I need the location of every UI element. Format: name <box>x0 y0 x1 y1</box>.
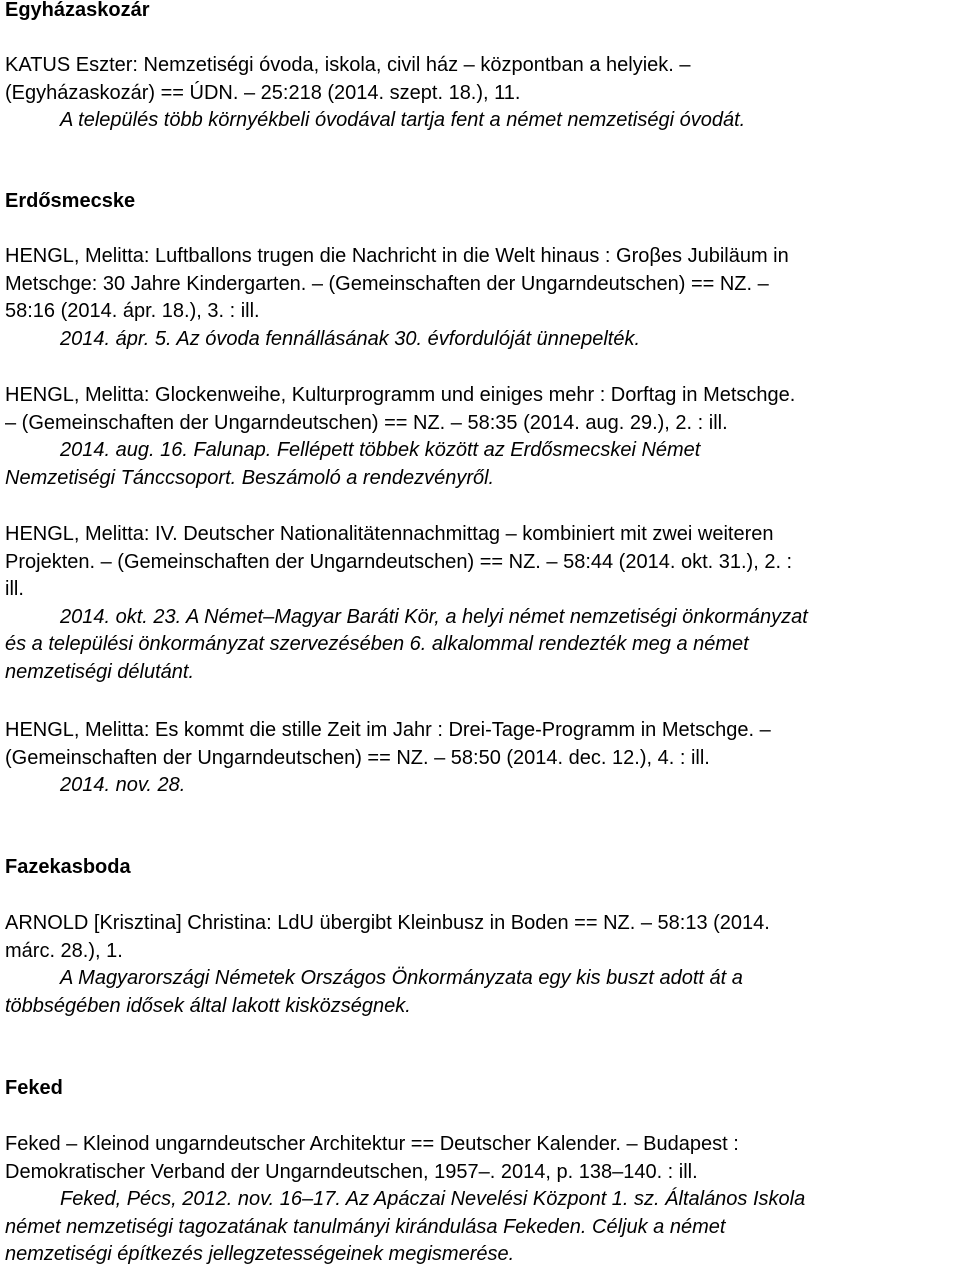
citation-line: Demokratischer Verband der Ungarndeutschen, 1957–. 2014, p. 138–140. : ill. <box>5 1160 698 1183</box>
citation-line: HENGL, Melitta: Es kommt die stille Zeit im Jahr : Drei-Tage-Programm in Metschge. – <box>5 719 771 741</box>
entry <box>5 521 960 687</box>
abstract-line: 2014. nov. 28. <box>60 774 186 797</box>
citation-line: ill. <box>5 578 24 601</box>
section-fazekasboda <box>5 854 960 882</box>
abstract-line: A Magyarországi Németek Országos Önkormányzata egy kis buszt adott át a <box>60 967 743 990</box>
entry <box>5 717 960 800</box>
citation-line: Metschge: 30 Jahre Kindergarten. – (Gemeinschaften der Ungarndeutschen) == NZ. – <box>5 272 769 295</box>
citation-line: KATUS Eszter: Nemzetiségi óvoda, iskola, civil ház – központban a helyiek. – <box>5 54 691 76</box>
section-title: Egyházaskozár <box>5 0 150 21</box>
section-egyhazaskozar <box>5 0 960 25</box>
citation-line: – (Gemeinschaften der Ungarndeutschen) == NZ. – 58:35 (2014. aug. 29.), 2. : ill. <box>5 411 728 434</box>
section-feked <box>5 1075 960 1103</box>
abstract-line: 2014. aug. 16. Falunap. Fellépett többek között az Erdősmecskei Német <box>60 439 701 462</box>
citation-line: (Egyházaskozár) == ÚDN. – 25:218 (2014. szept. 18.), 11. <box>5 81 521 104</box>
abstract-line: Nemzetiségi Tánccsoport. Beszámoló a rendezvényről. <box>5 466 495 489</box>
citation-line: HENGL, Melitta: IV. Deutscher Nationalitätennachmittag – kombiniert mit zwei weiteren <box>5 523 774 545</box>
citation-line: ARNOLD [Krisztina] Christina: LdU übergibt Kleinbusz in Boden == NZ. – 58:13 (2014. <box>5 912 770 934</box>
citation-line: Feked – Kleinod ungarndeutscher Architektur == Deutscher Kalender. – Budapest : <box>5 1133 739 1155</box>
abstract-line: és a települési önkormányzat szervezésében 6. alkalommal rendezték meg a német <box>5 633 749 656</box>
citation-line: A település több környékbeli óvodával tartja fent a német nemzetiségi óvodát. <box>60 109 746 132</box>
section-title: Erdősmecske <box>5 190 136 212</box>
citation-line: HENGL, Melitta: Glockenweihe, Kulturprogramm und einiges mehr : Dorftag in Metschge. <box>5 384 796 406</box>
entry <box>5 243 960 353</box>
citation-line: márc. 28.), 1. <box>5 939 123 962</box>
abstract-line: Feked, Pécs, 2012. nov. 16–17. Az Apáczai Nevelési Központ 1. sz. Általános Iskola <box>60 1188 806 1211</box>
entry <box>5 52 960 135</box>
abstract-line: nemzetiségi építkezés jellegzetességeinek megismerése. <box>5 1243 515 1266</box>
section-title: Fazekasboda <box>5 856 131 878</box>
citation-line: 58:16 (2014. ápr. 18.), 3. : ill. <box>5 300 260 323</box>
entry <box>5 1131 960 1269</box>
abstract-line: 2014. okt. 23. A Német–Magyar Baráti Kör, a helyi német nemzetiségi önkormányzat <box>60 605 808 628</box>
entry <box>5 382 960 492</box>
abstract-line: többségében idősek által lakott kisközségnek. <box>5 994 411 1017</box>
abstract-line: 2014. ápr. 5. Az óvoda fennállásának 30. évfordulóját ünnepelték. <box>60 327 641 350</box>
abstract-line: nemzetiségi délutánt. <box>5 660 195 683</box>
abstract-line: német nemzetiségi tagozatának tanulmányi kirándulása Fekeden. Céljuk a német <box>5 1215 726 1238</box>
entry <box>5 910 960 1020</box>
citation-line: HENGL, Melitta: Luftballons trugen die Nachricht in die Welt hinaus : Groβes Jubiläum in <box>5 245 789 267</box>
section-title: Feked <box>5 1077 63 1099</box>
citation-line: (Gemeinschaften der Ungarndeutschen) == NZ. – 58:50 (2014. dec. 12.), 4. : ill. <box>5 746 710 769</box>
section-erdosmecske <box>5 188 960 216</box>
citation-line: Projekten. – (Gemeinschaften der Ungarndeutschen) == NZ. – 58:44 (2014. okt. 31.), 2. : <box>5 550 793 573</box>
